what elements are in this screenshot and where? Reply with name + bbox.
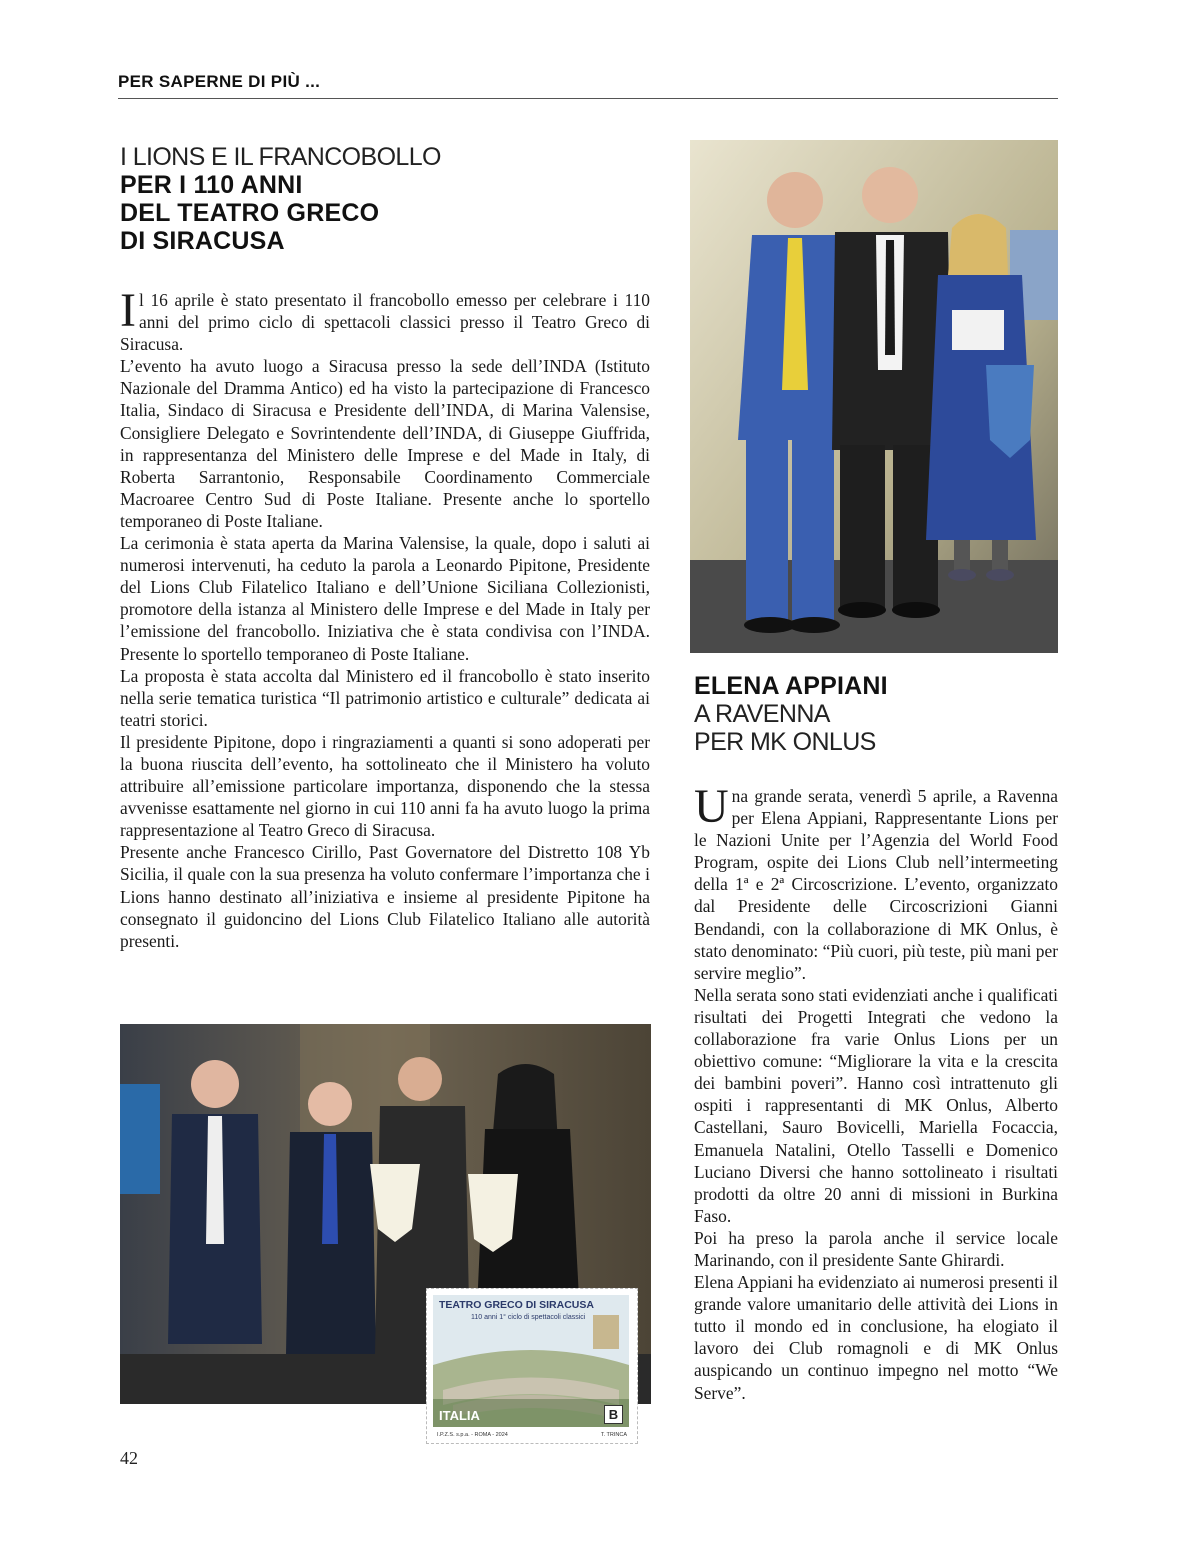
article1-paragraph-text: l 16 aprile è stato presentato il francobollo emesso per celebrare i 110 anni del primo ciclo di spettacoli classici presso il Teatro Greco di Siracusa. <box>120 290 650 355</box>
page-number: 42 <box>120 1448 138 1468</box>
article1-title-bold-line: PER I 110 ANNI <box>120 171 303 199</box>
stamp-picture <box>433 1295 629 1427</box>
article2-paragraph <box>694 780 1058 984</box>
article2-title-light-line: A RAVENNA <box>694 700 830 728</box>
article1-title-bold-line: DEL TEATRO GRECO <box>120 199 380 227</box>
article1-paragraph: La proposta è stata accolta dal Ministero ed il francobollo è stato inserito nella serie tematica turistica “Il patrimonio artistico e culturale” dedicata ai teatri storici. <box>120 665 650 730</box>
stamp-subtitle: 110 anni 1° ciclo di spettacoli classici <box>471 1314 586 1321</box>
article2-body <box>694 780 1058 1404</box>
article2-title-light-line: PER MK ONLUS <box>694 728 876 756</box>
article2-title-bold: ELENA APPIANI <box>694 672 888 700</box>
stamp-designer: T. TRINCA <box>600 1432 627 1438</box>
article1-title-light: I LIONS E IL FRANCOBOLLO <box>120 143 441 171</box>
article2-paragraph: Elena Appiani ha evidenziato ai numerosi presenti il grande valore umanitario delle attività dei Lions in tutto il mondo ed in conclusione, ha elogiato il lavoro dei Club romagnoli e di MK Onlus auspicando un continuo impegno nel motto “We Serve”. <box>694 1272 1058 1403</box>
article1-dropcap: I <box>120 284 136 337</box>
section-header: PER SAPERNE DI PIÙ ... <box>118 72 321 91</box>
article2-paragraph-text: na grande serata, venerdì 5 aprile, a Ravenna per Elena Appiani, Rappresentante Lions per le Nazioni Unite per l’Agenzia del World Food Program, ospite dei Lions Club nell’intermeeting della 1ª e 2ª Circoscrizione. L’evento, organizzato dal Presidente delle Circoscrizioni Gianni Bendandi, con la collaborazione di MK Onlus, è stato denominato: “Più cuori, più teste, più mani per servire meglio”. <box>694 786 1058 983</box>
article1-body <box>120 284 650 952</box>
article2-paragraph: Nella serata sono stati evidenziati anche i qualificati risultati dei Progetti Integrati che vedono la collaborazione fra varie Onlus Lions per un obiettivo comune: “Migliorare la vita e la crescita dei bambini poveri”. Hanno così intrattenuto gli ospiti i rappresentanti di MK Onlus, Alberto Castellani, Sauro Bovicelli, Mariella Focaccia, Emanuela Natalini, Otello Tasselli e Domenico Luciano Diversi che hanno sottolineato i risultati prodotti da oltre 20 anni di missioni in Burkina Faso. <box>694 984 1058 1226</box>
article1-title-bold-line: DI SIRACUSA <box>120 227 285 255</box>
stamp-country: ITALIA <box>439 1408 480 1423</box>
article1-paragraph <box>120 284 650 355</box>
stamp <box>426 1288 638 1444</box>
stamp-printer: I.P.Z.S. s.p.a. - ROMA - 2024 <box>437 1432 508 1438</box>
article1-title <box>120 143 660 255</box>
article1-paragraph: L’evento ha avuto luogo a Siracusa presso la sede dell’INDA (Istituto Nazionale del Dramma Antico) ed ha visto la partecipazione di Francesco Italia, Sindaco di Siracusa e Presidente dell’INDA, di Marina Valensise, Consigliere Delegato e Sovrintendente dell’INDA, di Giuseppe Giuffrida, in rappresentanza del Ministero delle Imprese e del Made in Italy, di Roberta Sarrantonio, Responsabile Coordinamento Commerciale Macroaree Centro Sud di Poste Italiane. Presente anche lo sportello temporaneo di Poste Italiane. <box>120 356 650 531</box>
stamp-title: TEATRO GRECO DI SIRACUSA <box>439 1299 594 1311</box>
article1-paragraph: La cerimonia è stata aperta da Marina Valensise, la quale, dopo i saluti ai numerosi intervenuti, ha ceduto la parola a Leonardo Pipitone, Presidente del Lions Club Filatelico Italiano e dell’Unione Siciliana Collezionisti, promotore della istanza al Ministero delle Imprese e del Made in Italy per l’emissione del francobollo. Iniziativa che è stata condivisa con l’INDA. Presente lo sportello temporaneo di Poste Italiane. <box>120 533 650 664</box>
article1-paragraph: Il presidente Pipitone, dopo i ringraziamenti a quanti si sono adoperati per la buona riuscita dell’evento, ha sottolineato che il Ministero ha voluto attribuire all’emissione particolare importanza, disponendo che la stessa avvenisse esattamente nel giorno in cui 110 anni fa ha avuto luogo la prima rappresentazione al Teatro Greco di Siracusa. <box>120 731 650 841</box>
article2-title <box>694 672 1058 756</box>
photo-elena-appiani-event <box>690 140 1058 653</box>
article1-paragraph: Presente anche Francesco Cirillo, Past Governatore del Distretto 108 Yb Sicilia, il quale con la sua presenza ha voluto confermare l’importanza che i Lions hanno destinato all’iniziativa e insieme al presidente Pipitone ha consegnato il guidoncino del Lions Club Filatelico Italiano alle autorità presenti. <box>120 842 650 951</box>
article2-paragraph: Poi ha preso la parola anche il service locale Marinando, con il presidente Sante Ghirardi. <box>694 1227 1058 1270</box>
stamp-value: B <box>604 1405 623 1424</box>
header-rule <box>118 98 1058 99</box>
article2-dropcap: U <box>694 780 729 833</box>
